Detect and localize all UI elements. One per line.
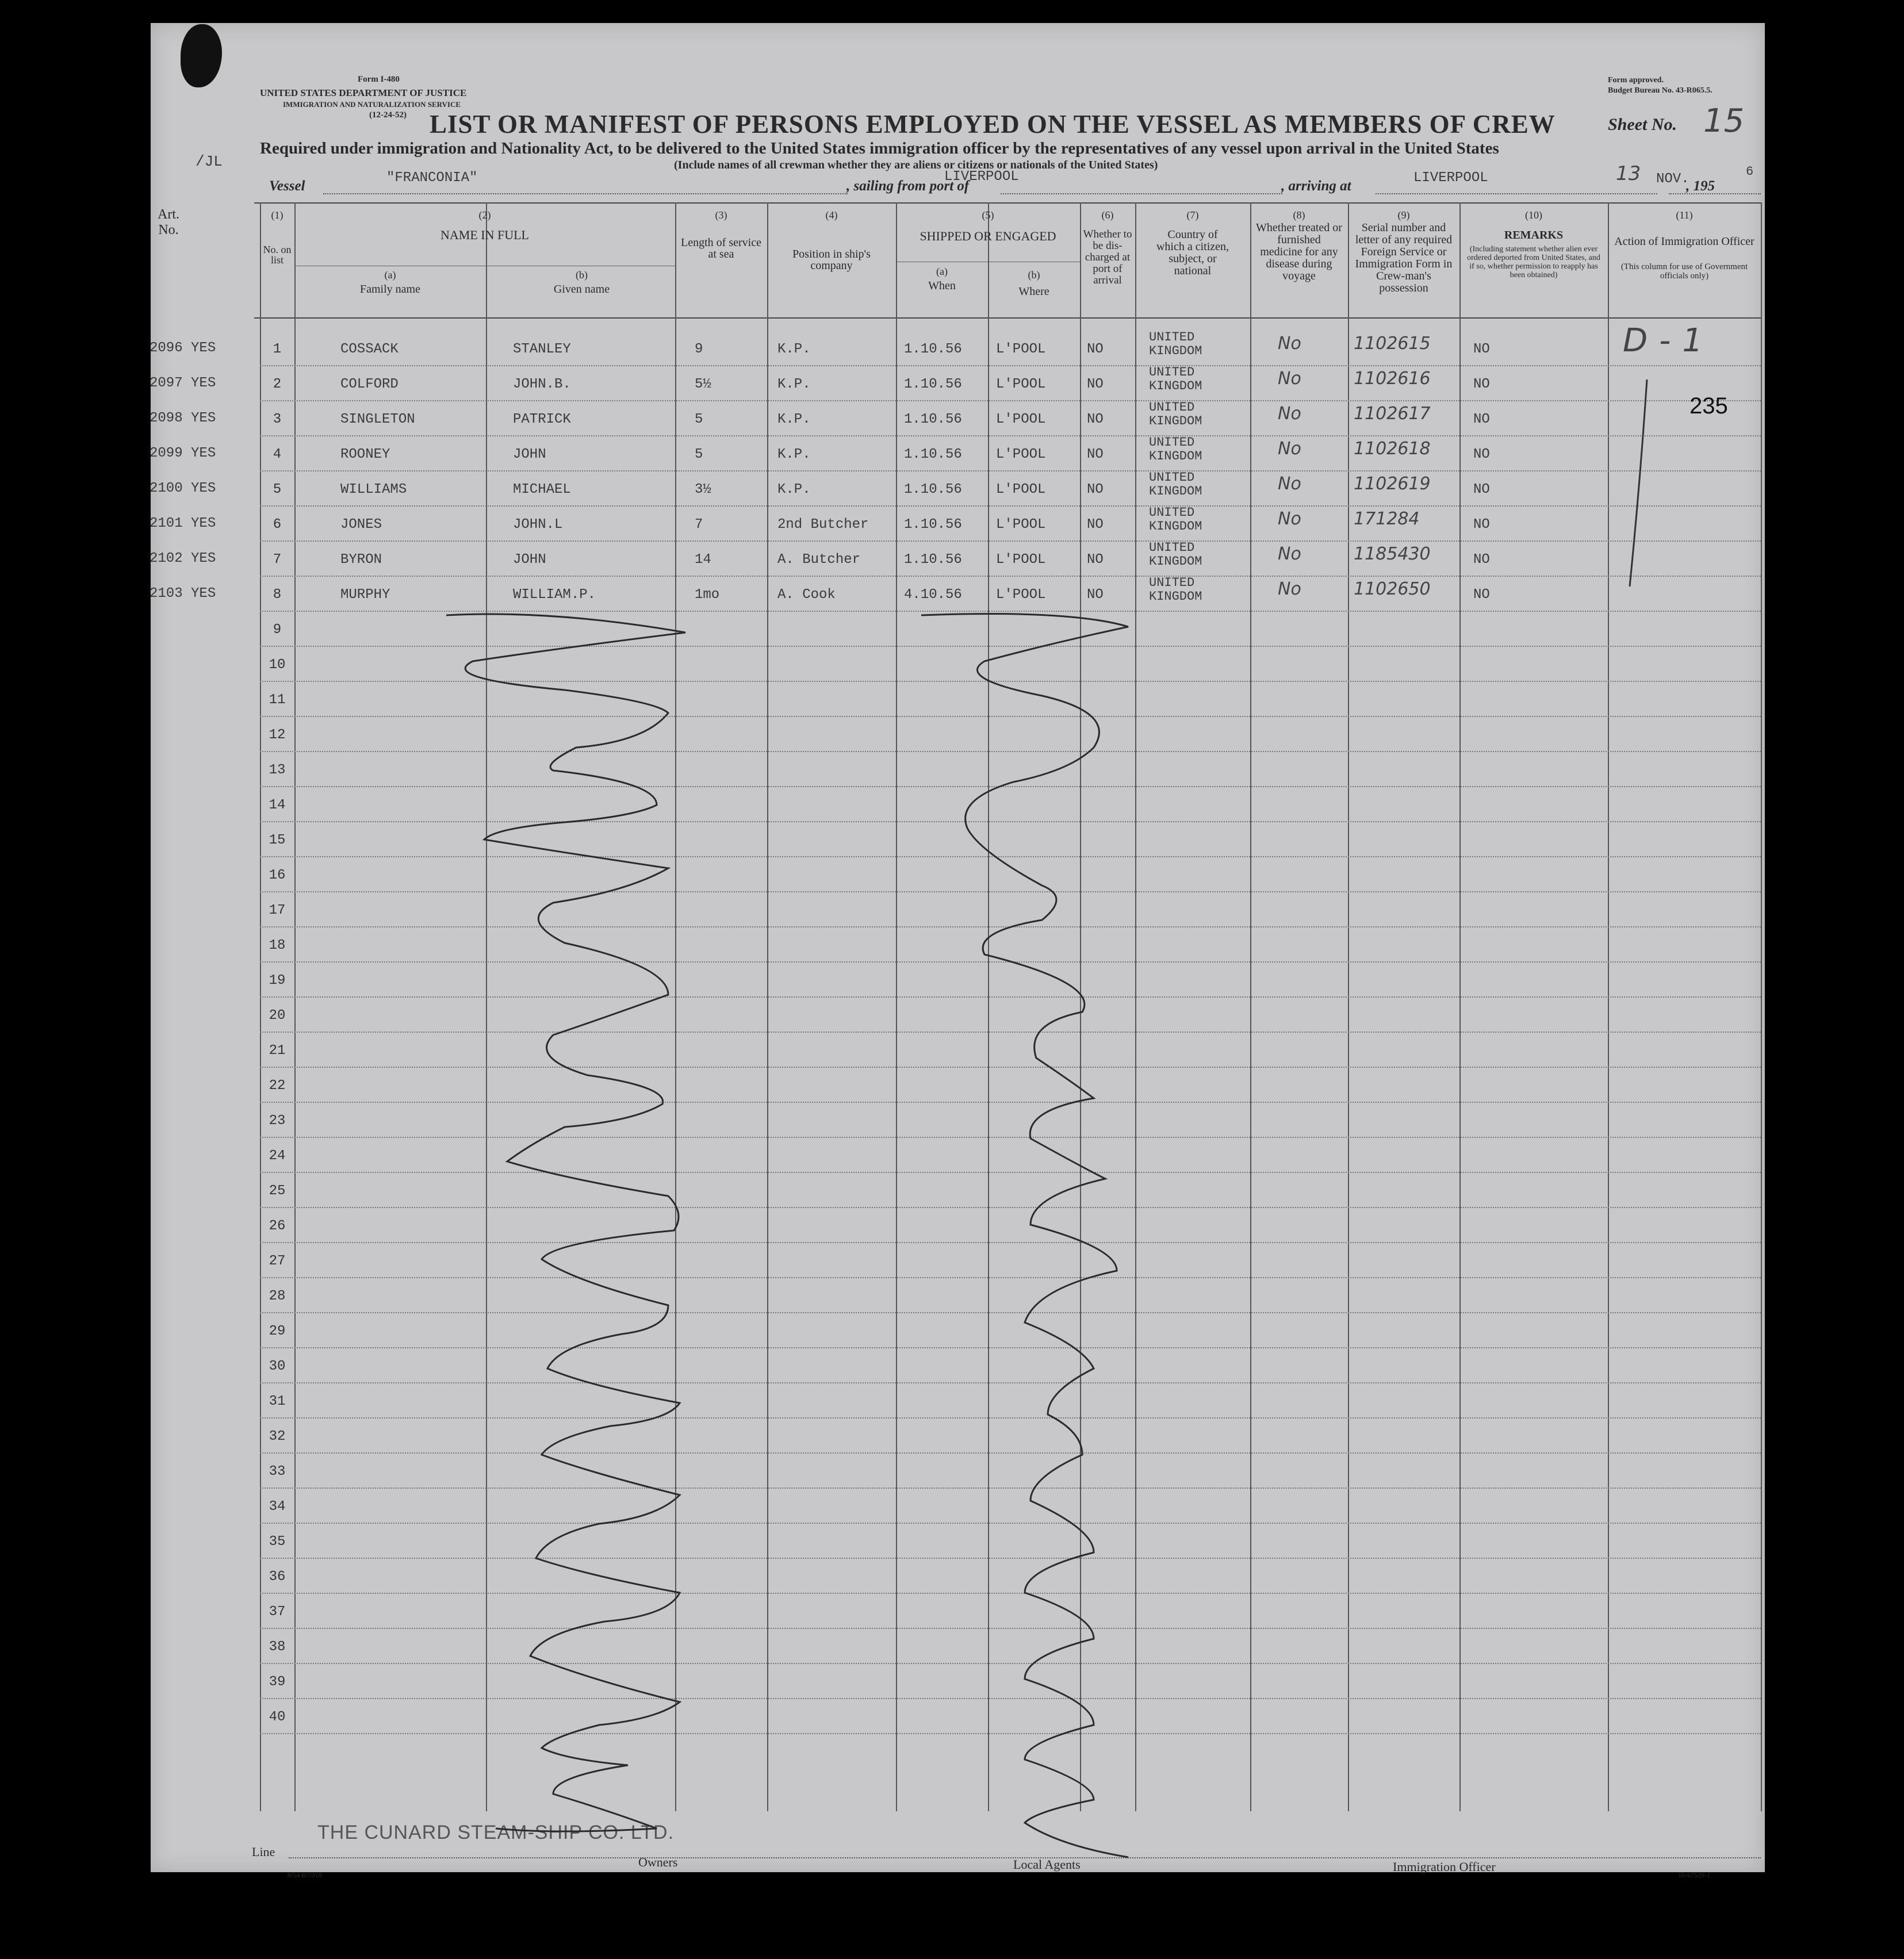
cell-position: K.P. xyxy=(777,412,811,427)
cell-medicine: No xyxy=(1278,544,1301,564)
row-number: 20 xyxy=(269,1008,286,1023)
row-number: 9 xyxy=(273,622,282,638)
cell-medicine: No xyxy=(1278,579,1301,599)
art-no: 2100 YES xyxy=(150,481,216,496)
row-number: 22 xyxy=(269,1078,286,1094)
cell-family: COLFORD xyxy=(340,377,399,392)
cell-where: L'POOL xyxy=(996,482,1046,497)
col5a-header: When xyxy=(928,279,956,292)
cell-medicine: No xyxy=(1278,333,1301,354)
cell-family: MURPHY xyxy=(340,587,390,603)
cell-position: A. Butcher xyxy=(777,552,861,568)
art-no: 2101 YES xyxy=(150,516,216,531)
col10-note: (Including statement whether alien ever ordered deported from United States, and if so, whether permission to reapply has been obtained) xyxy=(1467,245,1600,279)
cell-service: 1mo xyxy=(695,587,720,603)
officer-count: 235 xyxy=(1690,393,1728,419)
cell-remarks: NO xyxy=(1473,377,1490,392)
cell-service: 5½ xyxy=(695,377,711,392)
cell-discharge: NO xyxy=(1087,342,1104,357)
cell-discharge: NO xyxy=(1087,482,1104,497)
cell-country-line1: UNITED xyxy=(1149,576,1195,590)
row-number: 24 xyxy=(269,1148,286,1164)
row-number: 26 xyxy=(269,1218,286,1234)
art-no: 2102 YES xyxy=(150,551,216,566)
cell-where: L'POOL xyxy=(996,342,1046,357)
line-label: Line xyxy=(252,1845,275,1859)
col1-number: (1) xyxy=(271,209,284,221)
cell-service: 7 xyxy=(695,517,703,532)
row-number: 36 xyxy=(269,1569,286,1585)
sheet-label: Sheet No. xyxy=(1608,115,1677,134)
cell-position: A. Cook xyxy=(777,587,836,603)
cell-serial: 1102650 xyxy=(1354,579,1431,599)
cell-given: JOHN.B. xyxy=(513,377,571,392)
approved-line-2: Budget Bureau No. 43-R065.5. xyxy=(1608,86,1713,95)
row-number: 8 xyxy=(273,587,282,603)
row-number: 1 xyxy=(273,342,282,357)
row-number: 3 xyxy=(273,412,282,427)
col5b-number: (b) xyxy=(1028,269,1040,281)
cell-family: WILLIAMS xyxy=(340,482,407,497)
arriving-label: , arriving at xyxy=(1281,178,1351,194)
row-number: 5 xyxy=(273,482,282,497)
cell-where: L'POOL xyxy=(996,377,1046,392)
cell-when: 1.10.56 xyxy=(904,447,962,462)
col1-header: No. on list xyxy=(263,244,292,266)
row-number: 2 xyxy=(273,377,282,392)
cell-service: 5 xyxy=(695,447,703,462)
row-number: 40 xyxy=(269,1709,286,1725)
agents-label: Local Agents xyxy=(1013,1857,1081,1872)
cell-where: L'POOL xyxy=(996,587,1046,603)
cunard-stamp: THE CUNARD STEAM-SHIP CO. LTD. xyxy=(317,1822,675,1843)
art-no-header: Art. No. xyxy=(158,207,179,237)
subtitle: Required under immigration and Nationality Act, to be delivered to the United States immigration officer by the representatives of any vessel upon arrival in the United States xyxy=(260,139,1499,158)
vessel-label: Vessel xyxy=(269,178,305,194)
row-number: 38 xyxy=(269,1639,286,1655)
cell-position: K.P. xyxy=(777,482,811,497)
cell-given: JOHN xyxy=(513,447,546,462)
col10-number: (10) xyxy=(1525,209,1542,221)
row-number: 32 xyxy=(269,1429,286,1444)
approved-line-1: Form approved. xyxy=(1608,76,1664,85)
sheet-number: 15 xyxy=(1703,102,1745,140)
cell-service: 5 xyxy=(695,412,703,427)
cell-remarks: NO xyxy=(1473,342,1490,357)
row-number: 31 xyxy=(269,1394,286,1409)
cell-given: JOHN.L xyxy=(513,517,563,532)
cell-country-line2: KINGDOM xyxy=(1149,484,1202,499)
cell-when: 1.10.56 xyxy=(904,552,962,568)
cell-serial: 1185430 xyxy=(1354,544,1431,564)
col5a-number: (a) xyxy=(936,266,948,277)
col9-header: Serial number and letter of any required Foreign Service or Immigration Form in Crew-man's possession xyxy=(1355,221,1453,294)
art-no: 2097 YES xyxy=(150,375,216,391)
col8-header: Whether treated or furnished medicine for any disease during voyage xyxy=(1256,221,1342,282)
col7-header: Country of which a citizen, subject, or national xyxy=(1156,228,1229,277)
cell-country-line2: KINGDOM xyxy=(1149,554,1202,569)
officer-code: D-1 xyxy=(1623,322,1714,359)
cell-medicine: No xyxy=(1278,404,1301,424)
cell-where: L'POOL xyxy=(996,552,1046,568)
col3-number: (3) xyxy=(715,209,727,221)
cell-given: MICHAEL xyxy=(513,482,571,497)
cell-remarks: NO xyxy=(1473,482,1490,497)
sailing-label: , sailing from port of xyxy=(846,178,970,194)
sailing-port: LIVERPOOL xyxy=(944,169,1019,185)
cell-serial: 1102618 xyxy=(1354,439,1431,459)
print-code-right: 16-67529-1 xyxy=(1678,1871,1710,1879)
col11-number: (11) xyxy=(1676,209,1693,221)
row-number: 10 xyxy=(269,657,286,673)
row-number: 15 xyxy=(269,833,286,848)
row-number: 13 xyxy=(269,762,286,778)
cell-country-line1: UNITED xyxy=(1149,540,1195,555)
cell-country-line2: KINGDOM xyxy=(1149,414,1202,428)
row-number: 39 xyxy=(269,1674,286,1690)
cell-discharge: NO xyxy=(1087,552,1104,568)
cell-medicine: No xyxy=(1278,509,1301,529)
row-number: 27 xyxy=(269,1253,286,1269)
cell-country-line1: UNITED xyxy=(1149,400,1195,415)
row-number: 4 xyxy=(273,447,282,462)
cell-remarks: NO xyxy=(1473,447,1490,462)
cell-where: L'POOL xyxy=(996,412,1046,427)
art-no: 2096 YES xyxy=(150,340,216,356)
cell-serial: 1102619 xyxy=(1354,474,1431,494)
cell-country-line1: UNITED xyxy=(1149,435,1195,450)
row-number: 16 xyxy=(269,868,286,883)
cell-given: JOHN xyxy=(513,552,546,568)
cell-service: 9 xyxy=(695,342,703,357)
row-number: 18 xyxy=(269,938,286,953)
cell-given: STANLEY xyxy=(513,342,571,357)
cell-medicine: No xyxy=(1278,369,1301,389)
cell-position: 2nd Butcher xyxy=(777,517,869,532)
col2a-number: (a) xyxy=(384,269,396,281)
col10-header: REMARKS xyxy=(1504,229,1564,241)
col11-header: Action of Immigration Officer xyxy=(1614,235,1754,248)
cancel-scribbles xyxy=(151,23,1765,1872)
col6-header: Whether to be dis-charged at port of arrival xyxy=(1083,228,1132,286)
vessel-name: "FRANCONIA" xyxy=(386,170,478,186)
art-no: 2103 YES xyxy=(150,586,216,601)
art-no: 2098 YES xyxy=(150,411,216,426)
cell-serial: 1102617 xyxy=(1354,404,1431,424)
cell-country-line1: UNITED xyxy=(1149,505,1195,520)
cell-when: 1.10.56 xyxy=(904,412,962,427)
cell-country-line2: KINGDOM xyxy=(1149,344,1202,358)
form-edition: (12-24-52) xyxy=(369,110,407,120)
row-number: 28 xyxy=(269,1289,286,1304)
cell-where: L'POOL xyxy=(996,447,1046,462)
cell-service: 3½ xyxy=(695,482,711,497)
col4-header: Position in ship's company xyxy=(792,248,871,272)
col6-number: (6) xyxy=(1101,209,1114,221)
cell-when: 1.10.56 xyxy=(904,517,962,532)
date-month: NOV. xyxy=(1656,171,1690,187)
cell-given: PATRICK xyxy=(513,412,571,427)
officer-label: Immigration Officer xyxy=(1393,1860,1496,1874)
cell-family: ROONEY xyxy=(340,447,390,462)
page-title: LIST OR MANIFEST OF PERSONS EMPLOYED ON THE VESSEL AS MEMBERS OF CREW xyxy=(430,110,1556,139)
cell-serial: 1102616 xyxy=(1354,369,1431,389)
cell-family: JONES xyxy=(340,517,382,532)
col5-header: SHIPPED OR ENGAGED xyxy=(920,229,1056,243)
date-day: 13 xyxy=(1616,162,1641,185)
cell-given: WILLIAM.P. xyxy=(513,587,596,603)
cell-country-line1: UNITED xyxy=(1149,365,1195,379)
cell-when: 1.10.56 xyxy=(904,482,962,497)
year-suffix: 6 xyxy=(1746,164,1754,179)
row-number: 23 xyxy=(269,1113,286,1129)
col7-number: (7) xyxy=(1186,209,1199,221)
row-number: 21 xyxy=(269,1043,286,1059)
row-number: 25 xyxy=(269,1183,286,1199)
cell-service: 14 xyxy=(695,552,711,568)
row-number: 34 xyxy=(269,1499,286,1515)
cell-discharge: NO xyxy=(1087,377,1104,392)
row-number: 7 xyxy=(273,552,282,568)
art-no: 2099 YES xyxy=(150,446,216,461)
subtitle-note: (Include names of all crewman whether they are aliens or citizens or nationals of the United States) xyxy=(674,159,1158,171)
cell-family: COSSACK xyxy=(340,342,399,357)
col11-note: (This column for use of Government officials only) xyxy=(1620,262,1748,281)
col3-header: Length of service at sea xyxy=(681,236,761,260)
row-number: 37 xyxy=(269,1604,286,1620)
cell-when: 1.10.56 xyxy=(904,342,962,357)
cell-discharge: NO xyxy=(1087,447,1104,462)
arriving-port: LIVERPOOL xyxy=(1413,170,1488,186)
col2b-number: (b) xyxy=(576,269,588,281)
cell-discharge: NO xyxy=(1087,587,1104,603)
cell-position: K.P. xyxy=(777,342,811,357)
cell-serial: 1102615 xyxy=(1354,333,1431,354)
cell-when: 1.10.56 xyxy=(904,377,962,392)
cell-position: K.P. xyxy=(777,377,811,392)
col9-number: (9) xyxy=(1397,209,1410,221)
cell-country-line2: KINGDOM xyxy=(1149,589,1202,604)
col8-number: (8) xyxy=(1293,209,1305,221)
row-number: 17 xyxy=(269,903,286,918)
cell-country-line2: KINGDOM xyxy=(1149,379,1202,393)
print-code-left: 8/54 B7/318 xyxy=(288,1871,322,1879)
agency-line-1: UNITED STATES DEPARTMENT OF JUSTICE xyxy=(260,87,467,98)
agency-line-2: IMMIGRATION AND NATURALIZATION SERVICE xyxy=(283,100,461,109)
row-number: 35 xyxy=(269,1534,286,1550)
row-number: 6 xyxy=(273,517,282,532)
row-number: 30 xyxy=(269,1359,286,1374)
owners-label: Owners xyxy=(638,1855,678,1869)
col5b-header: Where xyxy=(1018,285,1049,298)
cell-remarks: NO xyxy=(1473,412,1490,427)
cell-medicine: No xyxy=(1278,439,1301,459)
cell-remarks: NO xyxy=(1473,587,1490,603)
cell-family: BYRON xyxy=(340,552,382,568)
cell-position: K.P. xyxy=(777,447,811,462)
row-number: 11 xyxy=(269,692,286,708)
col2-header: NAME IN FULL xyxy=(440,228,529,242)
cell-remarks: NO xyxy=(1473,517,1490,532)
cell-family: SINGLETON xyxy=(340,412,415,427)
row-number: 12 xyxy=(269,727,286,743)
cell-country-line2: KINGDOM xyxy=(1149,519,1202,534)
col2a-header: Family name xyxy=(360,283,420,296)
cell-country-line2: KINGDOM xyxy=(1149,449,1202,463)
col4-number: (4) xyxy=(825,209,838,221)
row-number: 14 xyxy=(269,798,286,813)
cell-when: 4.10.56 xyxy=(904,587,962,603)
col2-number: (2) xyxy=(478,209,491,221)
cell-remarks: NO xyxy=(1473,552,1490,568)
cell-country-line1: UNITED xyxy=(1149,470,1195,485)
year-prefix: , 195 xyxy=(1686,178,1715,194)
col2b-header: Given name xyxy=(553,283,610,296)
cell-serial: 171284 xyxy=(1354,509,1420,529)
form-number: Form I-480 xyxy=(358,75,400,84)
col5-number: (5) xyxy=(982,209,994,221)
cell-medicine: No xyxy=(1278,474,1301,494)
row-number: 29 xyxy=(269,1324,286,1339)
row-number: 33 xyxy=(269,1464,286,1479)
cell-country-line1: UNITED xyxy=(1149,330,1195,344)
cell-discharge: NO xyxy=(1087,517,1104,532)
cell-discharge: NO xyxy=(1087,412,1104,427)
row-number: 19 xyxy=(269,973,286,988)
cell-where: L'POOL xyxy=(996,517,1046,532)
manifest-sheet xyxy=(150,23,1765,1879)
margin-mark: /JL xyxy=(196,153,223,170)
